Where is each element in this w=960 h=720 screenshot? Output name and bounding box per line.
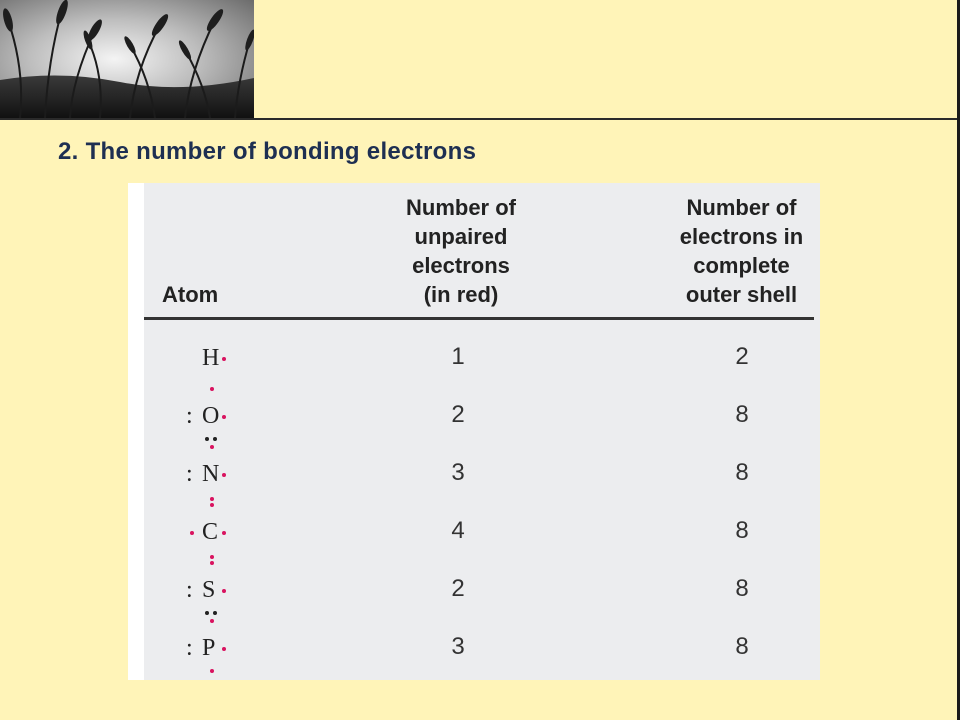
paired-electrons-left: : [186, 461, 193, 487]
table-row [144, 333, 820, 391]
paired-electron-dot [205, 611, 209, 615]
lewis-symbol-n [158, 449, 238, 507]
header-rule [144, 317, 814, 320]
table-row [144, 391, 820, 449]
unpaired-electron-dot [222, 415, 226, 419]
unpaired-count: 4 [451, 517, 465, 544]
unpaired-electron-dot [210, 387, 214, 391]
atom-symbol: P [202, 635, 216, 661]
unpaired-count: 2 [451, 401, 465, 428]
unpaired-electron-dot [222, 473, 226, 477]
paired-electrons-left: : [186, 577, 193, 603]
unpaired-electron-dot [222, 531, 226, 535]
unpaired-electron-dot [222, 647, 226, 651]
lewis-symbol-s [158, 565, 238, 623]
atom-symbol: H [202, 345, 220, 371]
unpaired-electron-dot [210, 619, 214, 623]
electron-table [128, 183, 820, 680]
complete-count: 8 [735, 517, 749, 544]
unpaired-electron-dot [210, 561, 214, 565]
unpaired-electron-dot [222, 357, 226, 361]
complete-count: 8 [735, 633, 749, 660]
slide-title: 2. The number of bonding electrons [58, 138, 477, 165]
paired-electron-dot [213, 611, 217, 615]
complete-count: 8 [735, 459, 749, 486]
unpaired-electron-dot [210, 669, 214, 673]
electron-table-body [144, 183, 820, 680]
header-complete: Number of electrons in complete outer shell [679, 195, 804, 307]
table-row [144, 623, 820, 681]
lewis-symbol-o [158, 391, 238, 449]
table-row [144, 507, 820, 565]
unpaired-electron-dot [190, 531, 194, 535]
atom-symbol: O [202, 403, 220, 429]
paired-electron-dot [213, 437, 217, 441]
complete-count: 2 [735, 343, 749, 370]
unpaired-electron-dot [210, 555, 214, 559]
table-row [144, 449, 820, 507]
unpaired-electron-dot [222, 589, 226, 593]
lewis-symbol-h [158, 333, 238, 391]
unpaired-electron-dot [210, 503, 214, 507]
lewis-symbol-p [158, 623, 238, 681]
atom-symbol: S [202, 577, 216, 603]
header-unpaired: Number of unpaired electrons (in red) [406, 195, 516, 307]
table-row [144, 565, 820, 623]
header-divider [0, 118, 960, 120]
unpaired-count: 3 [451, 459, 465, 486]
header-atom: Atom [162, 282, 219, 307]
unpaired-count: 1 [451, 343, 465, 370]
paired-electrons-left: : [186, 635, 193, 661]
unpaired-count: 3 [451, 633, 465, 660]
wheat-photo-icon [0, 0, 254, 118]
complete-count: 8 [735, 575, 749, 602]
atom-symbol: C [202, 519, 219, 545]
unpaired-count: 2 [451, 575, 465, 602]
unpaired-electron-dot [210, 497, 214, 501]
paired-electrons-left: : [186, 403, 193, 429]
lewis-symbol-c [158, 507, 238, 565]
paired-electron-dot [205, 437, 209, 441]
complete-count: 8 [735, 401, 749, 428]
atom-symbol: N [202, 461, 220, 487]
unpaired-electron-dot [210, 445, 214, 449]
